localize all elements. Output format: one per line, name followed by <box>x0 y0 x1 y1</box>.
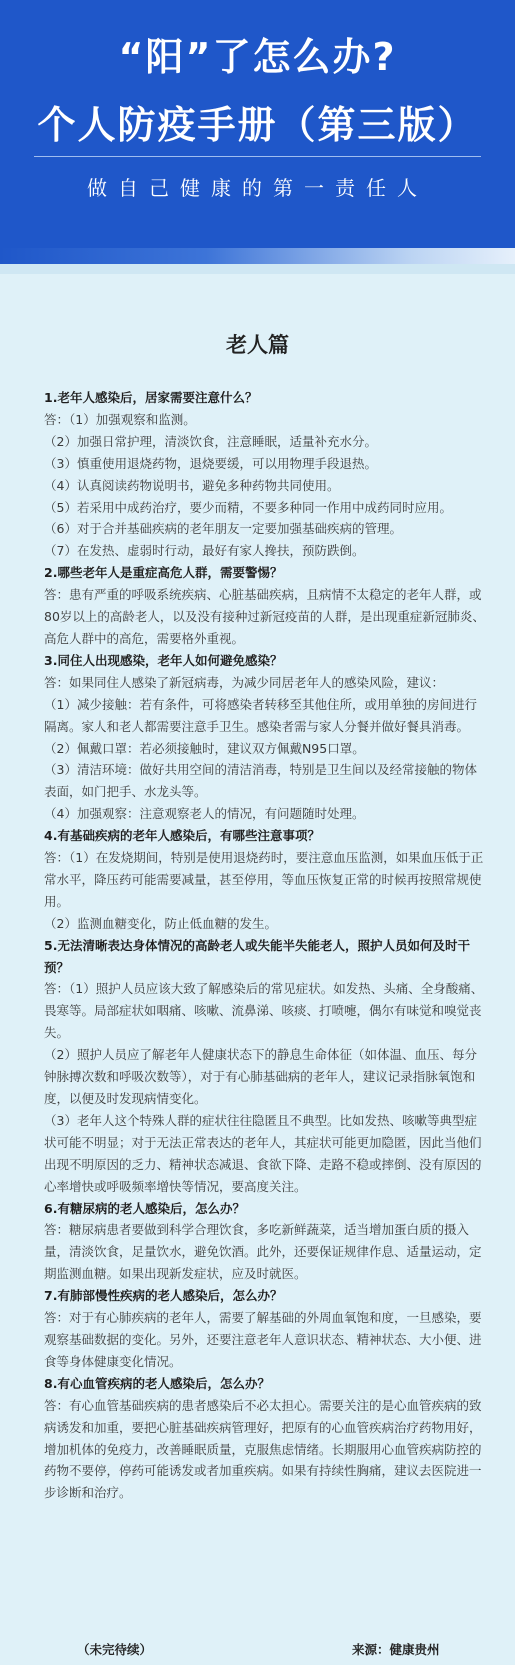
answer-paragraph: （4）加强观察：注意观察老人的情况，有问题随时处理。 <box>44 806 365 822</box>
answer-paragraph: （3）清洁环境：做好共用空间的清洁消毒，特别是卫生间以及经常接触的物体表面，如门把手、水龙头等。 <box>44 762 477 800</box>
section-title: 老人篇 <box>226 333 289 357</box>
answer-paragraph: （2）监测血糖变化，防止低血糖的发生。 <box>44 915 277 931</box>
banner-title-line1: “阳”了怎么办? <box>118 35 397 79</box>
answer-paragraph: 答：糖尿病患者要做到科学合理饮食，多吃新鲜蔬菜，适当增加蛋白质的摄入量，清淡饮食，足量饮水，避免饮酒。此外，还要保证规律作息、适量运动，定期监测血糖。如果出现新发症状，应及时就医。 <box>44 1222 482 1282</box>
light-band <box>0 264 515 274</box>
answer-paragraph: （7）在发热、虚弱时行动，最好有家人搀扶，预防跌倒。 <box>44 543 365 559</box>
footer-source: 来源：健康贵州 <box>352 1642 440 1657</box>
answer-paragraph: 答：有心血管基础疾病的患者感染后不必太担心。需要关注的是心血管疾病的致病诱发和加重，要把心脏基础疾病管理好，把原有的心血管疾病治疗药物用好，增加机体的免疫力，改善睡眠质量，克服焦虑情绪。长期服用心血管疾病防控的药物不要停，停药可能诱发或者加重疾病。如果有持续性胸痛，建议去医院进一步诊断和治疗。 <box>44 1397 482 1501</box>
answer-paragraph: （2）加强日常护理，清淡饮食，注意睡眠，适量补充水分。 <box>44 433 377 449</box>
article-content <box>0 274 515 1665</box>
answer-paragraph: 答：（1）加强观察和监测。 <box>44 411 196 427</box>
banner-title-line2: 个人防疫手册（第三版） <box>37 103 478 147</box>
answer-paragraph: （6）对于合并基础疾病的老年朋友一定要加强基础疾病的管理。 <box>44 521 402 537</box>
question-3: 3.同住人出现感染，老年人如何避免感染？ <box>44 652 283 668</box>
answer-paragraph: 答：（1）在发烧期间，特别是使用退烧药时，要注意血压监测，如果血压低于正常水平，降压药可能需要减量，甚至停用，等血压恢复正常的时候再按照常规使用。 <box>44 850 484 909</box>
answer-paragraph: （1）减少接触：若有条件，可将感染者转移至其他住所，或用单独的房间进行隔离。家人和老人都需要注意手卫生。感染者需与家人分餐并做好餐具消毒。 <box>44 696 477 734</box>
answer-paragraph: （4）认真阅读药物说明书，避免多种药物共同使用。 <box>44 477 340 493</box>
qa-list <box>44 387 488 1504</box>
question-2: 2.哪些老年人是重症高危人群，需要警惕？ <box>44 565 283 581</box>
banner-subtitle: 做自己健康的第一责任人 <box>87 176 428 200</box>
gradient-band <box>0 248 515 264</box>
header-banner <box>0 0 515 248</box>
question-4: 4.有基础疾病的老年人感染后，有哪些注意事项？ <box>44 828 320 844</box>
answer-paragraph: （2）照护人员应了解老年人健康状态下的静息生命体征（如体温、血压、每分钟脉搏次数和呼吸次数等），对于有心肺基础病的老年人，建议记录指脉氧饱和度，以便及时发现病情变化。 <box>44 1047 477 1106</box>
question-6: 6.有糖尿病的老人感染后，怎么办？ <box>44 1200 245 1216</box>
footer-continued: （未完待续） <box>77 1642 153 1657</box>
question-7: 7.有肺部慢性疾病的老人感染后，怎么办？ <box>44 1288 283 1304</box>
answer-paragraph: （5）若采用中成药治疗，要少而精，不要多种同一作用中成药同时应用。 <box>44 499 452 515</box>
answer-paragraph: 答：（1）照护人员应该大致了解感染后的常见症状。如发热、头痛、全身酸痛、畏寒等。局部症状如咽痛、咳嗽、流鼻涕、咳痰、打喷嚏，偶尔有味觉和嗅觉丧失。 <box>44 981 484 1041</box>
banner-divider <box>34 156 481 157</box>
question-5: 5.无法清晰表达身体情况的高龄老人或失能半失能老人，照护人员如何及时干预？ <box>44 937 470 975</box>
answer-paragraph: （3）慎重使用退烧药物，退烧要缓，可以用物理手段退热。 <box>44 455 377 471</box>
question-1: 1.老年人感染后，居家需要注意什么？ <box>44 390 258 405</box>
answer-paragraph: （2）佩戴口罩：若必须接触时，建议双方佩戴N95口罩。 <box>44 740 365 756</box>
answer-paragraph: 答：对于有心肺疾病的老年人，需要了解基础的外周血氧饱和度，一旦感染，要观察基础数据的变化。另外，还要注意老年人意识状态、精神状态、大小便、进食等身体健康变化情况。 <box>44 1310 482 1369</box>
answer-paragraph: （3）老年人这个特殊人群的症状往往隐匿且不典型。比如发热、咳嗽等典型症状可能不明显；对于无法正常表达的老年人，其症状可能更加隐匿，因此当他们出现不明原因的乏力、精神状态减退、食欲下降、走路不稳或摔倒、没有原因的心率增快或呼吸频率增快等情况，要高度关注。 <box>44 1112 482 1194</box>
answer-paragraph: 答：患有严重的呼吸系统疾病、心脏基础疾病，且病情不太稳定的老年人群，或80岁以上的高龄老人，以及没有接种过新冠疫苗的人群，是出现重症新冠肺炎、高危人群中的高危，需要格外重视。 <box>44 587 485 646</box>
answer-paragraph: 答：如果同住人感染了新冠病毒，为减少同居老年人的感染风险，建议： <box>44 674 445 690</box>
question-8: 8.有心血管疾病的老人感染后，怎么办？ <box>44 1375 270 1391</box>
